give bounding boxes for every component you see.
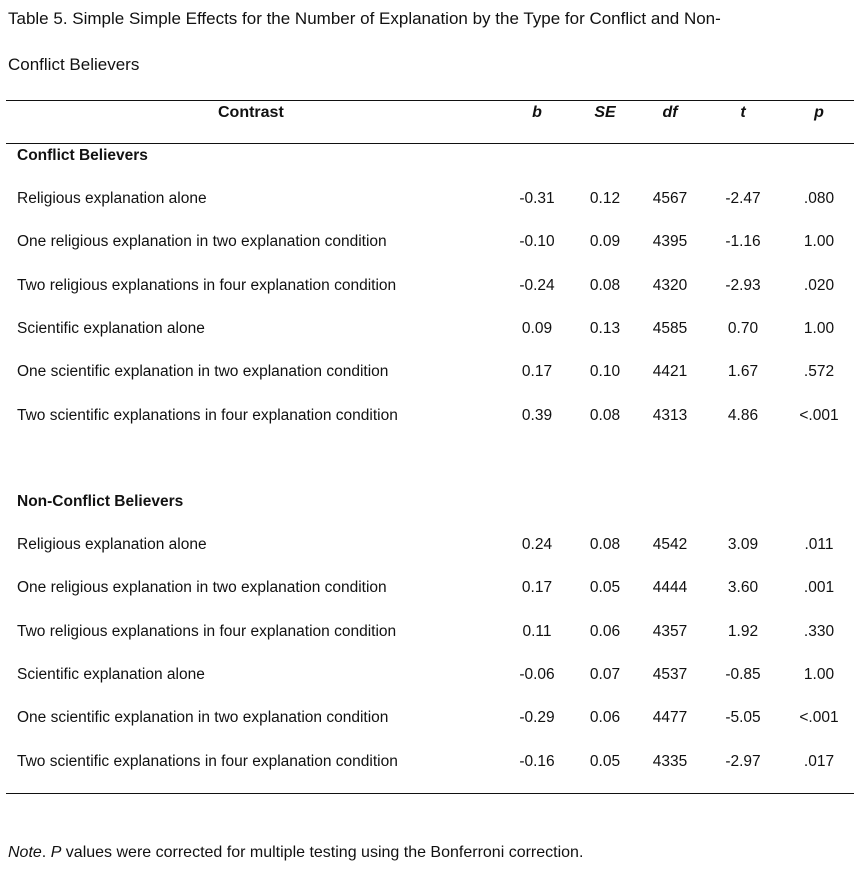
contrast-cell: Two religious explanations in four explanation condition bbox=[17, 622, 397, 640]
t-cell: 3.09 bbox=[727, 536, 759, 553]
header-se: SE bbox=[594, 104, 616, 121]
group-title-non-conflict: Non-Conflict Believers bbox=[17, 493, 184, 510]
table-caption-line-1: Table 5. Simple Simple Effects for the Number of Explanation by the Type for Conflict and Non- bbox=[8, 9, 721, 28]
p-cell: .017 bbox=[803, 752, 835, 770]
p-cell: .020 bbox=[803, 276, 835, 294]
table-row bbox=[0, 405, 861, 427]
table-row bbox=[0, 577, 861, 599]
table-caption-line-2: Conflict Believers bbox=[8, 55, 140, 74]
contrast-cell: Religious explanation alone bbox=[17, 190, 207, 207]
t-cell: -0.85 bbox=[725, 665, 761, 683]
t-cell: -2.93 bbox=[725, 276, 761, 294]
contrast-cell: Religious explanation alone bbox=[17, 536, 207, 553]
df-cell: 4444 bbox=[652, 579, 688, 597]
t-cell: 4.86 bbox=[727, 406, 759, 424]
table-row bbox=[0, 361, 861, 383]
table-row bbox=[0, 707, 861, 729]
header-contrast: Contrast bbox=[218, 104, 284, 121]
se-cell: 0.08 bbox=[589, 536, 621, 553]
df-cell: 4585 bbox=[652, 319, 688, 337]
b-cell: 0.39 bbox=[521, 406, 553, 424]
table-row bbox=[0, 231, 861, 253]
p-cell: .001 bbox=[803, 579, 835, 597]
se-cell: 0.07 bbox=[589, 665, 621, 683]
se-cell: 0.13 bbox=[589, 319, 621, 337]
bottom-rule bbox=[6, 793, 854, 794]
top-rule bbox=[6, 100, 854, 101]
df-cell: 4477 bbox=[652, 709, 688, 727]
df-cell: 4567 bbox=[652, 190, 688, 207]
se-cell: 0.06 bbox=[589, 709, 621, 727]
df-cell: 4395 bbox=[652, 233, 688, 251]
se-cell: 0.09 bbox=[589, 233, 621, 251]
p-cell: 1.00 bbox=[803, 665, 835, 683]
b-cell: -0.29 bbox=[519, 709, 555, 727]
table-row bbox=[0, 664, 861, 686]
p-cell: 1.00 bbox=[803, 233, 835, 251]
contrast-cell: One scientific explanation in two explanation condition bbox=[17, 363, 389, 381]
df-cell: 4313 bbox=[652, 406, 688, 424]
se-cell: 0.12 bbox=[589, 190, 621, 207]
b-cell: -0.24 bbox=[519, 276, 555, 294]
header-df: df bbox=[662, 104, 678, 121]
contrast-cell: One religious explanation in two explanation condition bbox=[17, 233, 387, 251]
note-p-symbol: P bbox=[50, 844, 62, 861]
table-note bbox=[8, 843, 583, 863]
table-row bbox=[0, 275, 861, 297]
note-label-punct: . bbox=[41, 844, 51, 861]
b-cell: 0.11 bbox=[522, 622, 552, 640]
b-cell: 0.17 bbox=[521, 363, 553, 381]
se-cell: 0.05 bbox=[589, 579, 621, 597]
t-cell: -2.47 bbox=[725, 190, 761, 207]
p-cell: <.001 bbox=[799, 709, 839, 727]
note-text: values were corrected for multiple testing using the Bonferroni correction. bbox=[61, 844, 584, 861]
contrast-cell: One religious explanation in two explanation condition bbox=[17, 579, 387, 597]
b-cell: 0.24 bbox=[521, 536, 553, 553]
table-row bbox=[0, 534, 861, 556]
p-cell: .330 bbox=[803, 622, 835, 640]
se-cell: 0.08 bbox=[589, 406, 621, 424]
p-cell: .080 bbox=[803, 190, 835, 207]
contrast-cell: Two scientific explanations in four explanation condition bbox=[17, 406, 398, 424]
t-cell: -2.97 bbox=[725, 752, 761, 770]
group-title-conflict: Conflict Believers bbox=[17, 147, 148, 164]
table-row bbox=[0, 188, 861, 210]
note-label: Note bbox=[8, 844, 42, 861]
df-cell: 4537 bbox=[652, 665, 688, 683]
df-cell: 4357 bbox=[652, 622, 688, 640]
contrast-cell: One scientific explanation in two explanation condition bbox=[17, 709, 389, 727]
se-cell: 0.08 bbox=[589, 276, 621, 294]
header-b: b bbox=[532, 104, 542, 121]
p-cell: .572 bbox=[803, 363, 835, 381]
se-cell: 0.06 bbox=[589, 622, 621, 640]
p-cell: <.001 bbox=[799, 406, 839, 424]
t-cell: 0.70 bbox=[727, 319, 759, 337]
df-cell: 4335 bbox=[652, 752, 688, 770]
b-cell: 0.17 bbox=[521, 579, 553, 597]
header-rule bbox=[6, 143, 854, 144]
df-cell: 4421 bbox=[652, 363, 688, 381]
p-cell: 1.00 bbox=[803, 319, 835, 337]
header-p: p bbox=[814, 104, 824, 121]
se-cell: 0.05 bbox=[589, 752, 621, 770]
p-cell: .011 bbox=[804, 536, 834, 553]
contrast-cell: Two scientific explanations in four explanation condition bbox=[17, 752, 398, 770]
t-cell: -1.16 bbox=[725, 233, 761, 251]
b-cell: -0.06 bbox=[519, 665, 555, 683]
b-cell: -0.16 bbox=[519, 752, 555, 770]
b-cell: -0.10 bbox=[519, 233, 555, 251]
se-cell: 0.10 bbox=[589, 363, 621, 381]
header-t: t bbox=[740, 104, 746, 121]
df-cell: 4542 bbox=[652, 536, 688, 553]
table-row bbox=[0, 621, 861, 643]
df-cell: 4320 bbox=[652, 276, 688, 294]
table-row bbox=[0, 751, 861, 773]
contrast-cell: Scientific explanation alone bbox=[17, 319, 205, 337]
b-cell: 0.09 bbox=[521, 319, 553, 337]
table-row bbox=[0, 318, 861, 340]
t-cell: 1.92 bbox=[727, 622, 759, 640]
contrast-cell: Scientific explanation alone bbox=[17, 665, 205, 683]
t-cell: 1.67 bbox=[727, 363, 759, 381]
t-cell: 3.60 bbox=[727, 579, 759, 597]
b-cell: -0.31 bbox=[519, 190, 555, 207]
contrast-cell: Two religious explanations in four explanation condition bbox=[17, 276, 397, 294]
t-cell: -5.05 bbox=[725, 709, 761, 727]
